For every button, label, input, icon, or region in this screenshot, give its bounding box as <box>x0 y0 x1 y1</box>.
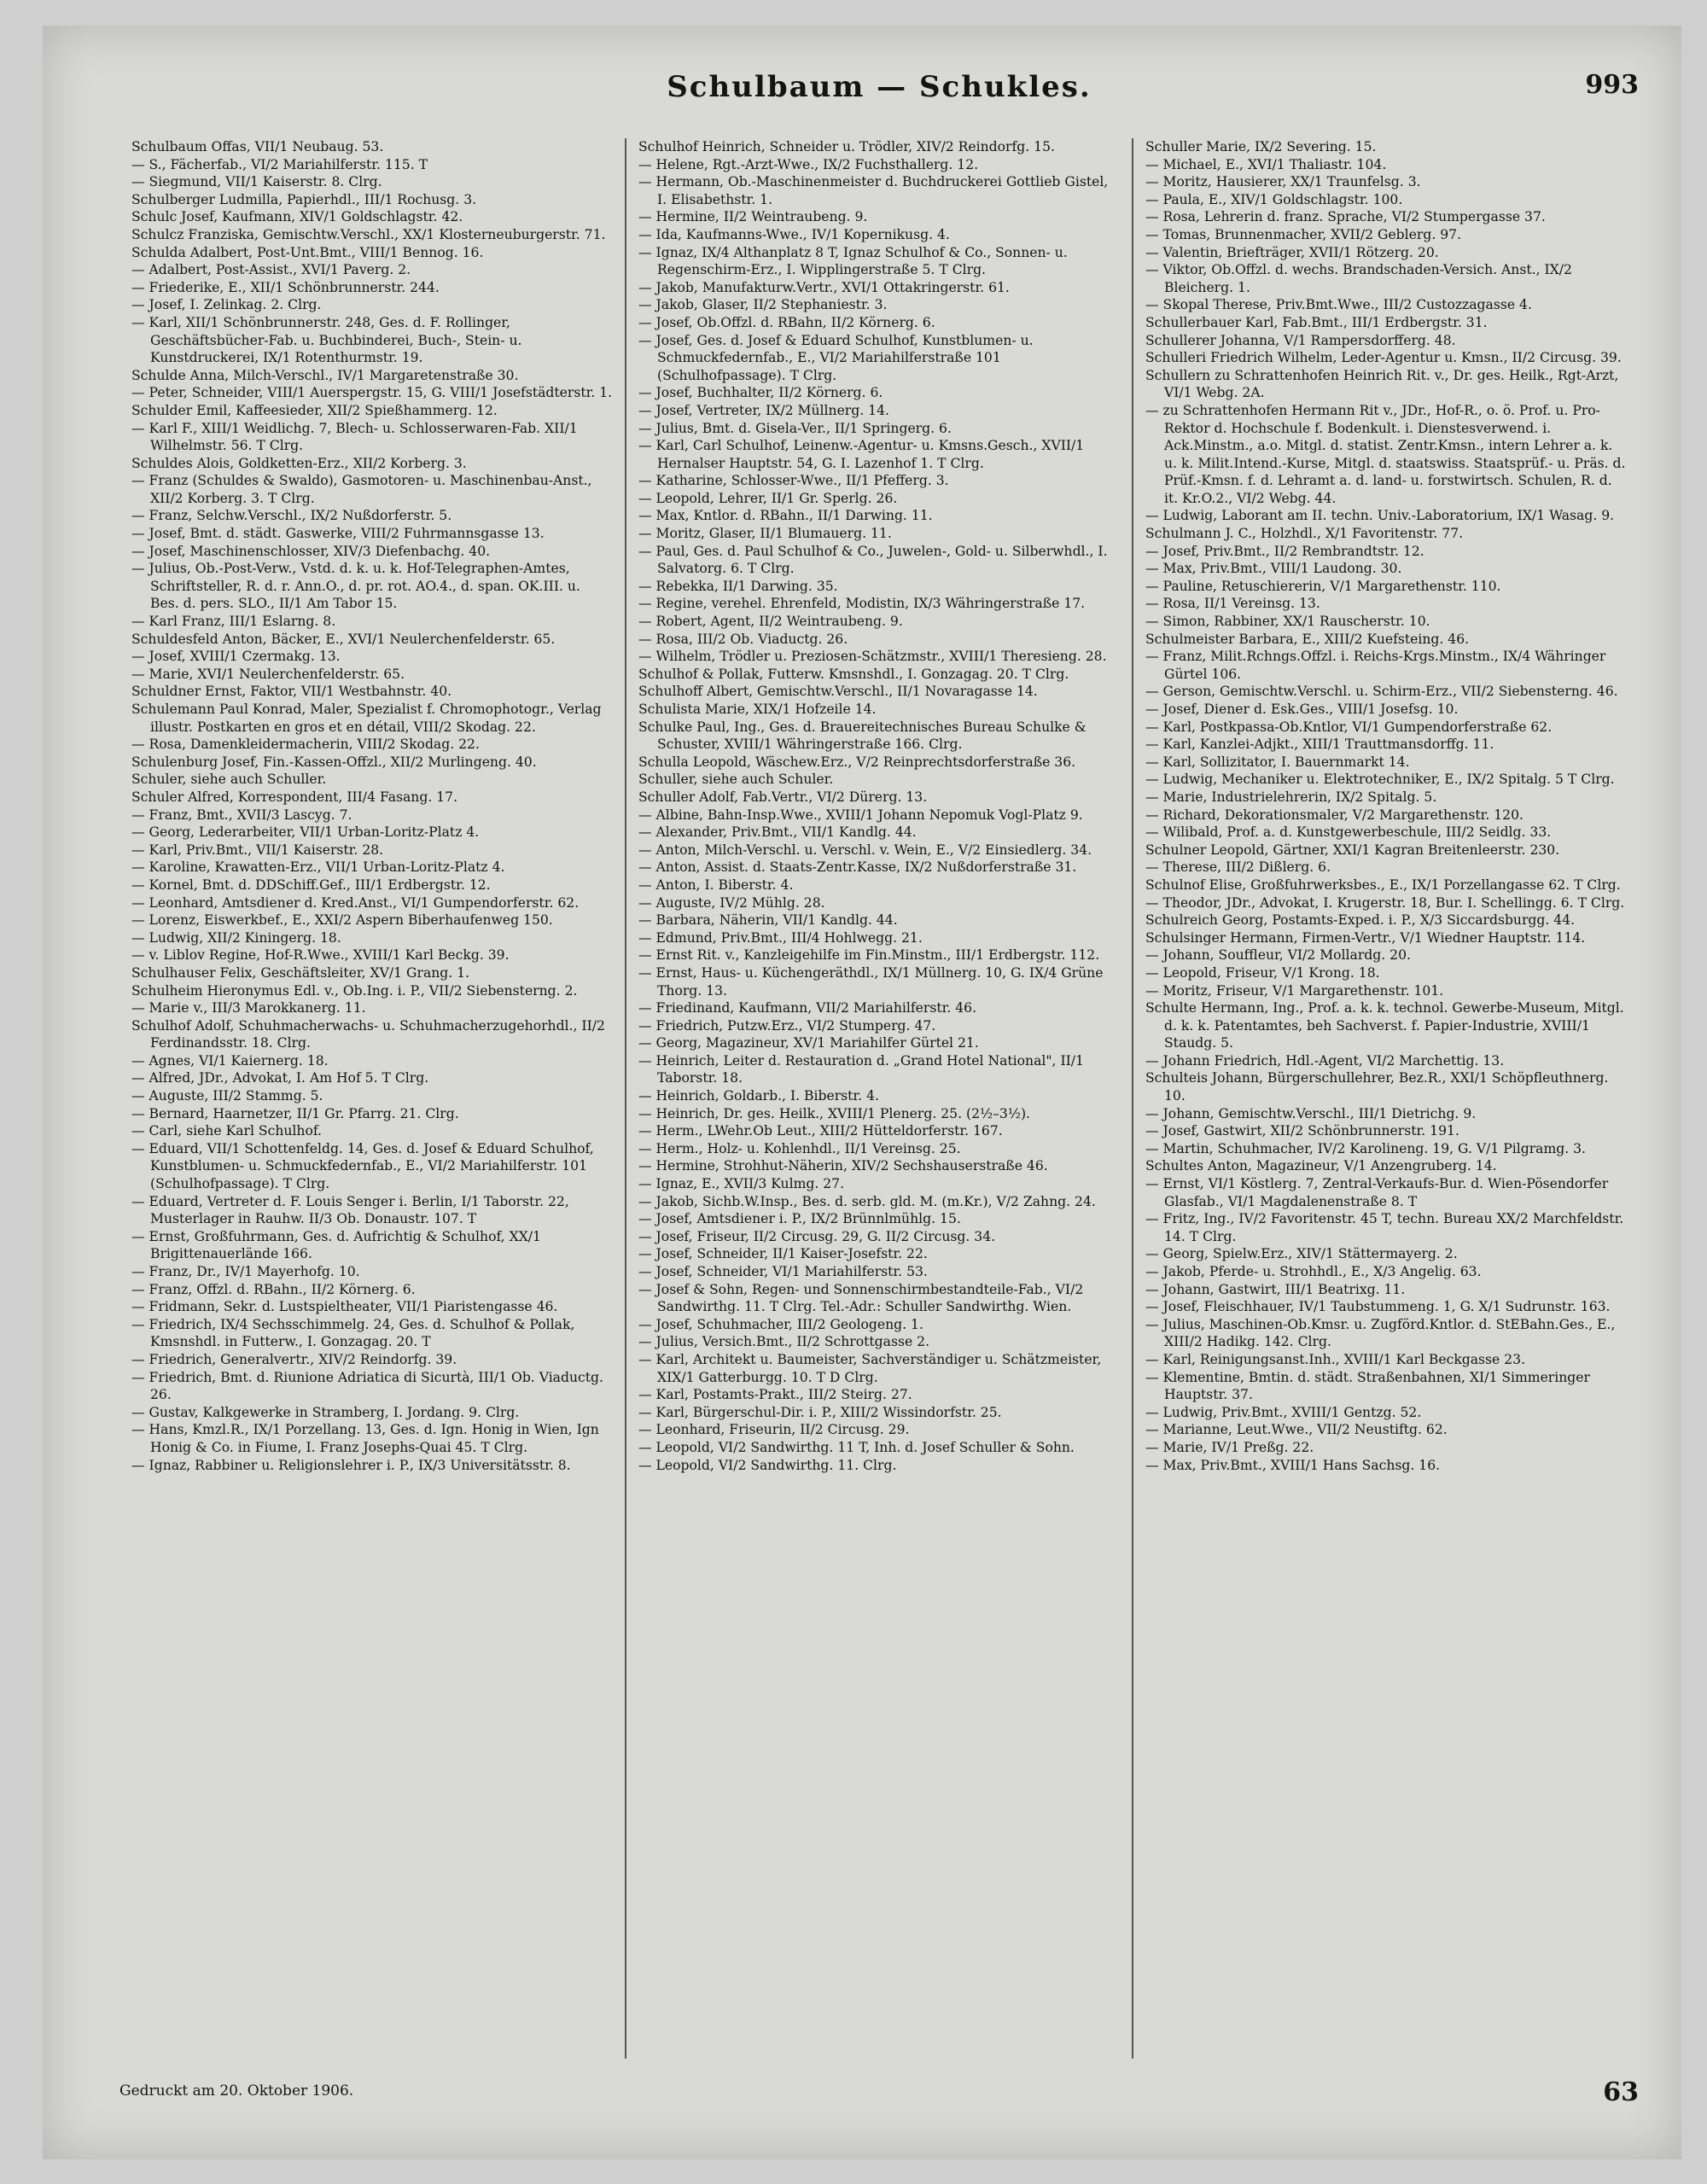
directory-entry: — Ignaz, Rabbiner u. Religionslehrer i. P., IX/3 Universitätsstr. 8. <box>131 1457 571 1473</box>
directory-entry: Schulcz Franziska, Gemischtw.Verschl., XX/1 Klosterneuburgerstr. 71. <box>131 226 606 242</box>
directory-entry: — Franz, Offzl. d. RBahn., II/2 Körnerg. 6. <box>131 1281 416 1297</box>
directory-entry: — Alfred, JDr., Advokat, I. Am Hof 5. T Clrg. <box>131 1070 429 1086</box>
directory-entry: — Karl, Kanzlei-Adjkt., XIII/1 Trauttmansdorffg. 11. <box>1145 737 1494 753</box>
directory-entry: — Josef, Diener d. Esk.Ges., VIII/1 Josefsg. 10. <box>1145 702 1459 717</box>
directory-entry: — v. Liblov Regine, Hof-R.Wwe., XVIII/1 Karl Beckg. 39. <box>131 947 510 964</box>
directory-entry: — Friedrich, Putzw.Erz., VI/2 Stumperg. 47. <box>638 1017 936 1034</box>
directory-entry: — Jakob, Sichb.W.Insp., Bes. d. serb. gld. M. (m.Kr.), V/2 Zahng. 24. <box>638 1193 1096 1209</box>
directory-entry: Schulc Josef, Kaufmann, XIV/1 Goldschlagstr. 42. <box>131 209 463 225</box>
directory-entry: — Leonhard, Friseurin, II/2 Circusg. 29. <box>638 1422 910 1438</box>
directory-entry: — Karoline, Krawatten-Erz., VII/1 Urban-Loritz-Platz 4. <box>131 859 505 876</box>
directory-entry: Schulda Adalbert, Post-Unt.Bmt., VIII/1 Bennog. 16. <box>131 244 484 260</box>
directory-entry: — Adalbert, Post-Assist., XVI/1 Paverg. 2. <box>131 262 411 278</box>
directory-entry: — Josef, Amtsdiener i. P., IX/2 Brünnlmühlg. 15. <box>638 1211 961 1227</box>
directory-entry: — Anton, I. Biberstr. 4. <box>638 877 794 893</box>
directory-entry: — Karl, Bürgerschul-Dir. i. P., XIII/2 Wissindorfstr. 25. <box>638 1404 1002 1420</box>
directory-entry: — Johann, Souffleur, VI/2 Mollardg. 20. <box>1145 947 1411 964</box>
directory-entry: — Bernard, Haarnetzer, II/1 Gr. Pfarrg. 21. Clrg. <box>131 1105 459 1121</box>
directory-entry: — Karl, Priv.Bmt., VII/1 Kaiserstr. 28. <box>131 842 384 858</box>
directory-entry: — Josef, Vertreter, IX/2 Müllnerg. 14. <box>638 402 889 418</box>
directory-entry: — Josef, Schuhmacher, III/2 Geologeng. 1. <box>638 1316 923 1332</box>
directory-entry: — Friederike, E., XII/1 Schönbrunnerstr. 244. <box>131 279 440 295</box>
column-3 <box>1133 138 1639 2059</box>
directory-entry: — Franz, Milit.Rchngs.Offzl. i. Reichs-Krgs.Minstm., IX/4 Währinger Gürtel 106. <box>1145 649 1606 682</box>
directory-entry: — Julius, Versich.Bmt., II/2 Schrottgasse 2. <box>638 1334 930 1350</box>
page-title: Schulbaum — Schukles. <box>667 70 1092 104</box>
directory-entry: — Leopold, Friseur, V/1 Krong. 18. <box>1145 964 1380 981</box>
directory-entry: — Klementine, Bmtin. d. städt. Straßenbahnen, XI/1 Simmeringer Hauptstr. 37. <box>1145 1369 1590 1403</box>
directory-entry: — Hermine, II/2 Weintraubeng. 9. <box>638 209 868 225</box>
directory-entry: — Paul, Ges. d. Paul Schulhof & Co., Juwelen-, Gold- u. Silberwhdl., I. Salvatorg. 6. T Clrg. <box>638 543 1108 577</box>
directory-entry: — Ernst, VI/1 Köstlerg. 7, Zentral-Verkaufs-Bur. d. Wien-Pösendorfer Glasfab., VI/1 Magdalenenstraße 8. T <box>1145 1176 1609 1209</box>
directory-entry: Schuller Marie, IX/2 Severing. 15. <box>1145 139 1377 154</box>
page-header <box>119 70 1639 121</box>
directory-entry: — Karl, Sollizitator, I. Bauernmarkt 14. <box>1145 754 1410 770</box>
directory-entry: Schuller Adolf, Fab.Vertr., VI/2 Dürerg. 13. <box>638 789 928 805</box>
directory-entry: — Ida, Kaufmanns-Wwe., IV/1 Kopernikusg. 4. <box>638 226 950 242</box>
directory-entry: — Pauline, Retuschiererin, V/1 Margarethenstr. 110. <box>1145 578 1501 594</box>
directory-entry: — Martin, Schuhmacher, IV/2 Karolineng. 19, G. V/1 Pilgramg. 3. <box>1145 1140 1587 1156</box>
directory-entry: — Josef, Ob.Offzl. d. RBahn, II/2 Körnerg. 6. <box>638 314 935 330</box>
directory-entry: — Heinrich, Leiter d. Restauration d. „Grand Hotel National", II/1 Taborstr. 18. <box>638 1052 1084 1086</box>
directory-entry: — Karl, Architekt u. Baumeister, Sachverständiger u. Schätzmeister, XIX/1 Gatterburgg. 10. T D Clrg. <box>638 1351 1102 1385</box>
directory-entry: — Alexander, Priv.Bmt., VII/1 Kandlg. 44. <box>638 824 917 841</box>
directory-entry: — Therese, III/2 Dißlerg. 6. <box>1145 859 1331 876</box>
directory-entry: — Gustav, Kalkgewerke in Stramberg, I. Jordang. 9. Clrg. <box>131 1404 520 1420</box>
directory-entry: Schulhauser Felix, Geschäftsleiter, XV/1 Grang. 1. <box>131 964 470 981</box>
directory-entry: — Max, Priv.Bmt., XVIII/1 Hans Sachsg. 16. <box>1145 1457 1441 1473</box>
directory-entry: — Leopold, VI/2 Sandwirthg. 11. Clrg. <box>638 1457 897 1473</box>
directory-entry: — Franz, Dr., IV/1 Mayerhofg. 10. <box>131 1264 360 1279</box>
directory-entry: — Ludwig, Priv.Bmt., XVIII/1 Gentzg. 52. <box>1145 1404 1422 1420</box>
directory-entry: Schulteis Johann, Bürgerschullehrer, Bez.R., XXI/1 Schöpfleuthnerg. 10. <box>1145 1070 1609 1104</box>
directory-entry: — Helene, Rgt.-Arzt-Wwe., IX/2 Fuchsthallerg. 12. <box>638 156 979 172</box>
directory-entry: — Karl F., XIII/1 Weidlichg. 7, Blech- u. Schlosserwaren-Fab. XII/1 Wilhelmstr. 56. T Clrg. <box>131 420 578 454</box>
directory-entry: — Regine, verehel. Ehrenfeld, Modistin, IX/3 Währingerstraße 17. <box>638 596 1086 612</box>
column-2 <box>626 138 1133 2059</box>
directory-entry: — Leopold, VI/2 Sandwirthg. 11 T, Inh. d. Josef Schuller & Sohn. <box>638 1439 1075 1455</box>
directory-entry: — Agnes, VI/1 Kaiernerg. 18. <box>131 1052 329 1069</box>
directory-entry: — Heinrich, Goldarb., I. Biberstr. 4. <box>638 1088 879 1104</box>
directory-entry: — Skopal Therese, Priv.Bmt.Wwe., III/2 Custozzagasse 4. <box>1145 297 1532 313</box>
directory-entry: — Heinrich, Dr. ges. Heilk., XVIII/1 Plenerg. 25. (2½–3½). <box>638 1105 1030 1121</box>
directory-entry: — Julius, Bmt. d. Gisela-Ver., II/1 Springerg. 6. <box>638 420 952 436</box>
directory-entry: — Marie, IV/1 Preßg. 22. <box>1145 1439 1314 1455</box>
directory-entry: Schullerer Johanna, V/1 Rampersdorfferg. 48. <box>1145 332 1456 348</box>
directory-entry: — Moritz, Glaser, II/1 Blumauerg. 11. <box>638 526 892 542</box>
directory-entry: Schuler Alfred, Korrespondent, III/4 Fasang. 17. <box>131 789 458 805</box>
directory-entry: — Friedrich, IX/4 Sechsschimmelg. 24, Ges. d. Schulhof & Pollak, Kmsnshdl. in Futterw., I. Gonzagag. 20. T <box>131 1316 575 1350</box>
directory-entry: — Viktor, Ob.Offzl. d. wechs. Brandschaden-Versich. Anst., IX/2 Bleicherg. 1. <box>1145 262 1572 295</box>
directory-entry: — Auguste, III/2 Stammg. 5. <box>131 1088 323 1104</box>
directory-entry: — Fritz, Ing., IV/2 Favoritenstr. 45 T, techn. Bureau XX/2 Marchfeldstr. 14. T Clrg. <box>1145 1211 1624 1244</box>
directory-entry: Schulder Emil, Kaffeesieder, XII/2 Spießhammerg. 12. <box>131 402 498 418</box>
directory-entry: — Kornel, Bmt. d. DDSchiff.Gef., III/1 Erdbergstr. 12. <box>131 877 491 893</box>
directory-entry: — Leopold, Lehrer, II/1 Gr. Sperlg. 26. <box>638 490 898 506</box>
directory-entry: — Moritz, Hausierer, XX/1 Traunfelsg. 3. <box>1145 174 1421 190</box>
directory-entry: — Jakob, Glaser, II/2 Stephaniestr. 3. <box>638 297 888 313</box>
directory-entry: — Franz (Schuldes & Swaldo), Gasmotoren- u. Maschinenbau-Anst., XII/2 Korberg. 3. T Clrg. <box>131 473 592 506</box>
directory-entry: — Friedrich, Bmt. d. Riunione Adriatica di Sicurtà, III/1 Ob. Viaductg. 26. <box>131 1369 603 1403</box>
directory-entry: — Wilibald, Prof. a. d. Kunstgewerbeschule, III/2 Seidlg. 33. <box>1145 824 1552 841</box>
directory-entry: — Eduard, Vertreter d. F. Louis Senger i. Berlin, I/1 Taborstr. 22, Musterlager in Rauhw. II/3 Ob. Donaustr. 107. T <box>131 1193 569 1227</box>
directory-entry: — Richard, Dekorationsmaler, V/2 Margarethenstr. 120. <box>1145 807 1523 823</box>
directory-entry: — Fridmann, Sekr. d. Lustspieltheater, VII/1 Piaristengasse 46. <box>131 1299 558 1315</box>
directory-entry: — Josef, Buchhalter, II/2 Körnerg. 6. <box>638 385 883 401</box>
directory-entry: — Hermine, Strohhut-Näherin, XIV/2 Sechshauserstraße 46. <box>638 1158 1048 1174</box>
directory-entry: — Josef, Schneider, II/1 Kaiser-Josefstr. 22. <box>638 1246 928 1262</box>
directory-entry: Schultes Anton, Magazineur, V/1 Anzengruberg. 14. <box>1145 1158 1497 1174</box>
directory-entry: — Wilhelm, Trödler u. Preziosen-Schätzmstr., XVIII/1 Theresieng. 28. <box>638 649 1107 665</box>
directory-entry: — Rosa, III/2 Ob. Viaductg. 26. <box>638 631 848 647</box>
directory-entry: — Josef, Schneider, VI/1 Mariahilferstr. 53. <box>638 1264 928 1279</box>
directory-entry: Schulmann J. C., Holzhdl., X/1 Favoritenstr. 77. <box>1145 526 1464 542</box>
sheet-number: 63 <box>1603 2077 1639 2107</box>
directory-entry: — Simon, Rabbiner, XX/1 Rauscherstr. 10. <box>1145 614 1430 630</box>
directory-entry: — Marie, XVI/1 Neulerchenfelderstr. 65. <box>131 666 405 682</box>
directory-entry: — Ernst Rit. v., Kanzleigehilfe im Fin.Minstm., III/1 Erdbergstr. 112. <box>638 947 1100 964</box>
directory-entry: — Friedrich, Generalvertr., XIV/2 Reindorfg. 39. <box>131 1351 457 1367</box>
directory-entry: — Gerson, Gemischtw.Verschl. u. Schirm-Erz., VII/2 Siebensterng. 46. <box>1145 684 1618 700</box>
directory-entry: — Rebekka, II/1 Darwing. 35. <box>638 578 838 594</box>
directory-entry: Schulte Hermann, Ing., Prof. a. k. k. technol. Gewerbe-Museum, Mitgl. d. k. k. Patentamtes, beh Sachverst. f. Papier-Industrie, XVIII/1 Staudg. 5. <box>1145 1000 1624 1051</box>
directory-entry: — Hermann, Ob.-Maschinenmeister d. Buchdruckerei Gottlieb Gistel, I. Elisabethstr. 1. <box>638 174 1109 207</box>
directory-entry: — Theodor, JDr., Advokat, I. Krugerstr. 18, Bur. I. Schellingg. 6. T Clrg. <box>1145 894 1625 911</box>
directory-entry: — Hans, Kmzl.R., IX/1 Porzellang. 13, Ges. d. Ign. Honig in Wien, Ign Honig & Co. in Fiume, I. Franz Josephs-Quai 45. T Clrg. <box>131 1422 599 1455</box>
directory-entry: — Franz, Selchw.Verschl., IX/2 Nußdorferstr. 5. <box>131 508 452 524</box>
directory-entry: — Paula, E., XIV/1 Goldschlagstr. 100. <box>1145 191 1403 207</box>
directory-entry: Schulmeister Barbara, E., XIII/2 Kuefsteing. 46. <box>1145 631 1470 647</box>
directory-entry: — Josef, Ges. d. Josef & Eduard Schulhof, Kunstblumen- u. Schmuckfedernfab., E., VI/2 Mariahilferstraße 101 (Schulhofpassage). T Clrg. <box>638 332 1034 383</box>
directory-entry: — Moritz, Friseur, V/1 Margarethenstr. 101. <box>1145 982 1444 999</box>
directory-columns <box>119 138 1639 2059</box>
directory-entry: — Josef, Fleischhauer, IV/1 Taubstummeng. 1, G. X/1 Sudrunstr. 163. <box>1145 1299 1611 1315</box>
directory-page <box>43 26 1681 2159</box>
directory-entry: — Max, Priv.Bmt., VIII/1 Laudong. 30. <box>1145 561 1402 577</box>
directory-entry: — Ignaz, E., XVII/3 Kulmg. 27. <box>638 1176 845 1192</box>
directory-entry: Schulhoff Albert, Gemischtw.Verschl., II/1 Novaragasse 14. <box>638 684 1038 700</box>
directory-entry: Schulemann Paul Konrad, Maler, Spezialist f. Chromophotogr., Verlag illustr. Postkarten en gros et en détail, VIII/2 Skodag. 22. <box>131 702 602 735</box>
directory-entry: — Josef, Gastwirt, XII/2 Schönbrunnerstr. 191. <box>1145 1123 1459 1139</box>
directory-entry: — Friedinand, Kaufmann, VII/2 Mariahilferstr. 46. <box>638 1000 977 1016</box>
directory-entry: Schulreich Georg, Postamts-Exped. i. P., X/3 Siccardsburgg. 44. <box>1145 912 1576 929</box>
directory-entry: Schuler, siehe auch Schuller. <box>131 772 327 788</box>
directory-entry: — Albine, Bahn-Insp.Wwe., XVIII/1 Johann Nepomuk Vogl-Platz 9. <box>638 807 1083 823</box>
directory-entry: Schuldesfeld Anton, Bäcker, E., XVI/1 Neulerchenfelderstr. 65. <box>131 631 556 647</box>
directory-entry: — Lorenz, Eiswerkbef., E., XXI/2 Aspern Biberhaufenweg 150. <box>131 912 553 929</box>
directory-entry: — Ludwig, Mechaniker u. Elektrotechniker, E., IX/2 Spitalg. 5 T Clrg. <box>1145 772 1615 788</box>
directory-entry: Schulnof Elise, Großfuhrwerksbes., E., IX/1 Porzellangasse 62. T Clrg. <box>1145 877 1621 893</box>
directory-entry: — Ignaz, IX/4 Althanplatz 8 T, Ignaz Schulhof & Co., Sonnen- u. Regenschirm-Erz., I. Wipplingerstraße 5. T Clrg. <box>638 244 1068 278</box>
directory-entry: — Ernst, Großfuhrmann, Ges. d. Aufrichtig & Schulhof, XX/1 Brigittenauerlände 166. <box>131 1228 541 1262</box>
directory-entry: — Karl, Reinigungsanst.Inh., XVIII/1 Karl Beckgasse 23. <box>1145 1351 1526 1367</box>
directory-entry: Schuldes Alois, Goldketten-Erz., XII/2 Korberg. 3. <box>131 455 467 471</box>
directory-entry: — Siegmund, VII/1 Kaiserstr. 8. Clrg. <box>131 174 382 190</box>
directory-entry: — Anton, Milch-Verschl. u. Verschl. v. Wein, E., V/2 Einsiedlerg. 34. <box>638 842 1092 858</box>
directory-entry: — Marie, Industrielehrerin, IX/2 Spitalg. 5. <box>1145 789 1437 805</box>
directory-entry: Schulhof Adolf, Schuhmacherwachs- u. Schuhmacherzugehorhdl., II/2 Ferdinandsstr. 18. Clrg. <box>131 1017 605 1051</box>
directory-entry: — Julius, Maschinen-Ob.Kmsr. u. Zugförd.Kntlor. d. StEBahn.Ges., E., XIII/2 Hadikg. 142. Clrg. <box>1145 1316 1616 1350</box>
directory-entry: — Josef, I. Zelinkag. 2. Clrg. <box>131 297 322 313</box>
directory-entry: — Eduard, VII/1 Schottenfeldg. 14, Ges. d. Josef & Eduard Schulhof, Kunstblumen- u. Schmuckfedernfab., E., VI/2 Mariahilferstr. 101 (Schulhofpassage). T Clrg. <box>131 1140 594 1192</box>
directory-entry: Schulhof & Pollak, Futterw. Kmsnshdl., I. Gonzagag. 20. T Clrg. <box>638 666 1069 682</box>
directory-entry: — Barbara, Näherin, VII/1 Kandlg. 44. <box>638 912 898 929</box>
directory-entry: Schulke Paul, Ing., Ges. d. Brauereitechnisches Bureau Schulke & Schuster, XVIII/1 Währingerstraße 166. Clrg. <box>638 719 1087 753</box>
directory-entry: — Karl, Postkpassa-Ob.Kntlor, VI/1 Gumpendorferstraße 62. <box>1145 719 1553 735</box>
directory-entry: — Josef & Sohn, Regen- und Sonnenschirmbestandteile-Fab., VI/2 Sandwirthg. 11. T Clrg. Tel.-Adr.: Schuller Sandwirthg. Wien. <box>638 1281 1084 1315</box>
directory-entry: Schulista Marie, XIX/1 Hofzeile 14. <box>638 702 877 717</box>
directory-entry: — zu Schrattenhofen Hermann Rit v., JDr., Hof-R., o. ö. Prof. u. Pro-Rektor d. Hochschule f. Bodenkult. i. Dienstesverwend. i. Ack.Minstm., a.o. Mitgl. d. statist. Zentr.Kmsn., intern Lehrer a. k. u. k. Milit.Intend.-Kurse, Mitgl. d. staatswiss. Staatsprüf.- u. Präs. d. Prüf.-Kmsn. f. d. Lehramt a. d. land- u. forstwirtsch. Schulen, R. d. it. Kr.O.2., VI/2 Webg. 44. <box>1145 402 1626 506</box>
directory-entry: — Franz, Bmt., XVII/3 Lascyg. 7. <box>131 807 352 823</box>
directory-entry: Schuldner Ernst, Faktor, VII/1 Westbahnstr. 40. <box>131 684 452 700</box>
directory-entry: — Karl, XII/1 Schönbrunnerstr. 248, Ges. d. F. Rollinger, Geschäftsbücher-Fab. u. Buchbinderei, Buch-, Stein- u. Kunstdruckerei, IX/1 Rotenthurmstr. 19. <box>131 314 522 366</box>
directory-entry: — Karl, Postamts-Prakt., III/2 Steirg. 27. <box>638 1387 912 1403</box>
directory-entry: — Rosa, Damenkleidermacherin, VIII/2 Skodag. 22. <box>131 737 480 753</box>
directory-entry: Schulsinger Hermann, Firmen-Vertr., V/1 Wiedner Hauptstr. 114. <box>1145 929 1586 946</box>
directory-entry: Schullern zu Schrattenhofen Heinrich Rit. v., Dr. ges. Heilk., Rgt-Arzt, VI/1 Webg. 2A. <box>1145 367 1619 401</box>
directory-entry: Schulleri Friedrich Wilhelm, Leder-Agentur u. Kmsn., II/2 Circusg. 39. <box>1145 350 1622 366</box>
directory-entry: — Herm., LWehr.Ob Leut., XIII/2 Hütteldorferstr. 167. <box>638 1123 1003 1139</box>
directory-entry: — Georg, Lederarbeiter, VII/1 Urban-Loritz-Platz 4. <box>131 824 480 841</box>
directory-entry: — S., Fächerfab., VI/2 Mariahilferstr. 115. T <box>131 156 428 172</box>
directory-entry: — Josef, Bmt. d. städt. Gaswerke, VIII/2 Fuhrmannsgasse 13. <box>131 526 545 542</box>
directory-entry: — Josef, Friseur, II/2 Circusg. 29, G. II/2 Circusg. 34. <box>638 1228 996 1244</box>
directory-entry: — Josef, Maschinenschlosser, XIV/3 Diefenbachg. 40. <box>131 543 491 559</box>
directory-entry: — Rosa, II/1 Vereinsg. 13. <box>1145 596 1320 612</box>
directory-entry: Schulberger Ludmilla, Papierhdl., III/1 Rochusg. 3. <box>131 191 477 207</box>
directory-entry: — Johann, Gastwirt, III/1 Beatrixg. 11. <box>1145 1281 1406 1297</box>
print-date: Gedruckt am 20. Oktober 1906. <box>119 2082 354 2100</box>
directory-entry: Schulde Anna, Milch-Verschl., IV/1 Margaretenstraße 30. <box>131 367 519 383</box>
directory-entry: — Marianne, Leut.Wwe., VII/2 Neustiftg. 62. <box>1145 1422 1448 1438</box>
directory-entry: Schulhof Heinrich, Schneider u. Trödler, XIV/2 Reindorfg. 15. <box>638 139 1055 154</box>
directory-entry: — Josef, XVIII/1 Czermakg. 13. <box>131 649 341 665</box>
directory-entry: Schulla Leopold, Wäschew.Erz., V/2 Reinprechtsdorferstraße 36. <box>638 754 1076 770</box>
directory-entry: — Peter, Schneider, VIII/1 Auerspergstr. 15, G. VIII/1 Josefstädterstr. 1. <box>131 385 613 401</box>
directory-entry: — Johann Friedrich, Hdl.-Agent, VI/2 Marchettig. 13. <box>1145 1052 1505 1069</box>
directory-entry: — Katharine, Schlosser-Wwe., II/1 Pfefferg. 3. <box>638 473 949 489</box>
directory-entry: — Robert, Agent, II/2 Weintraubeng. 9. <box>638 614 903 630</box>
directory-entry: — Leonhard, Amtsdiener d. Kred.Anst., VI/1 Gumpendorferstr. 62. <box>131 894 580 911</box>
directory-entry: — Ludwig, XII/2 Kiningerg. 18. <box>131 929 341 946</box>
directory-entry: Schulheim Hieronymus Edl. v., Ob.Ing. i. P., VII/2 Siebensterng. 2. <box>131 982 578 999</box>
page-footer <box>119 2077 1639 2134</box>
directory-entry: — Carl, siehe Karl Schulhof. <box>131 1123 323 1139</box>
directory-entry: — Auguste, IV/2 Mühlg. 28. <box>638 894 825 911</box>
directory-entry: — Karl Franz, III/1 Eslarng. 8. <box>131 614 336 630</box>
directory-entry: — Georg, Magazineur, XV/1 Mariahilfer Gürtel 21. <box>638 1035 979 1051</box>
directory-entry: — Edmund, Priv.Bmt., III/4 Hohlwegg. 21. <box>638 929 923 946</box>
directory-entry: — Ludwig, Laborant am II. techn. Univ.-Laboratorium, IX/1 Wasag. 9. <box>1145 508 1615 524</box>
directory-entry: — Marie v., III/3 Marokkanerg. 11. <box>131 1000 366 1016</box>
directory-entry: — Michael, E., XVI/1 Thaliastr. 104. <box>1145 156 1387 172</box>
directory-entry: Schullerbauer Karl, Fab.Bmt., III/1 Erdbergstr. 31. <box>1145 314 1488 330</box>
directory-entry: — Karl, Carl Schulhof, Leinenw.-Agentur- u. Kmsns.Gesch., XVII/1 Hernalser Hauptstr. 54, G. I. Lazenhof 1. T Clrg. <box>638 438 1085 471</box>
directory-entry: — Tomas, Brunnenmacher, XVII/2 Geblerg. 97. <box>1145 226 1462 242</box>
directory-entry: Schulenburg Josef, Fin.-Kassen-Offzl., XII/2 Murlingeng. 40. <box>131 754 537 770</box>
directory-entry: Schulbaum Offas, VII/1 Neubaug. 53. <box>131 139 384 154</box>
directory-entry: — Rosa, Lehrerin d. franz. Sprache, VI/2 Stumpergasse 37. <box>1145 209 1546 225</box>
directory-entry: — Max, Kntlor. d. RBahn., II/1 Darwing. 11. <box>638 508 933 524</box>
directory-entry: — Anton, Assist. d. Staats-Zentr.Kasse, IX/2 Nußdorferstraße 31. <box>638 859 1077 876</box>
directory-entry: Schulner Leopold, Gärtner, XXI/1 Kagran Breitenleerstr. 230. <box>1145 842 1560 858</box>
directory-entry: — Julius, Ob.-Post-Verw., Vstd. d. k. u. k. Hof-Telegraphen-Amtes, Schriftsteller, R. d. r. Ann.O., d. pr. rot. AO.4., d. span. OK.III. u. Bes. d. pers. SLO., II/1 Am Tabor 15. <box>131 561 580 612</box>
directory-entry: — Johann, Gemischtw.Verschl., III/1 Dietrichg. 9. <box>1145 1105 1477 1121</box>
directory-entry: Schuller, siehe auch Schuler. <box>638 772 834 788</box>
directory-entry: — Georg, Spielw.Erz., XIV/1 Stättermayerg. 2. <box>1145 1246 1458 1262</box>
directory-entry: — Josef, Priv.Bmt., II/2 Rembrandtstr. 12. <box>1145 543 1424 559</box>
directory-entry: — Ernst, Haus- u. Küchengeräthdl., IX/1 Müllnerg. 10, G. IX/4 Grüne Thorg. 13. <box>638 964 1104 999</box>
directory-entry: — Jakob, Manufakturw.Vertr., XVI/1 Ottakringerstr. 61. <box>638 279 1010 295</box>
directory-entry: — Herm., Holz- u. Kohlenhdl., II/1 Vereinsg. 25. <box>638 1140 961 1156</box>
page-number: 993 <box>1585 70 1639 100</box>
directory-entry: — Valentin, Briefträger, XVII/1 Rötzerg. 20. <box>1145 244 1439 260</box>
directory-entry: — Jakob, Pferde- u. Strohhdl., E., X/3 Angelig. 63. <box>1145 1264 1482 1279</box>
column-1 <box>119 138 626 2059</box>
